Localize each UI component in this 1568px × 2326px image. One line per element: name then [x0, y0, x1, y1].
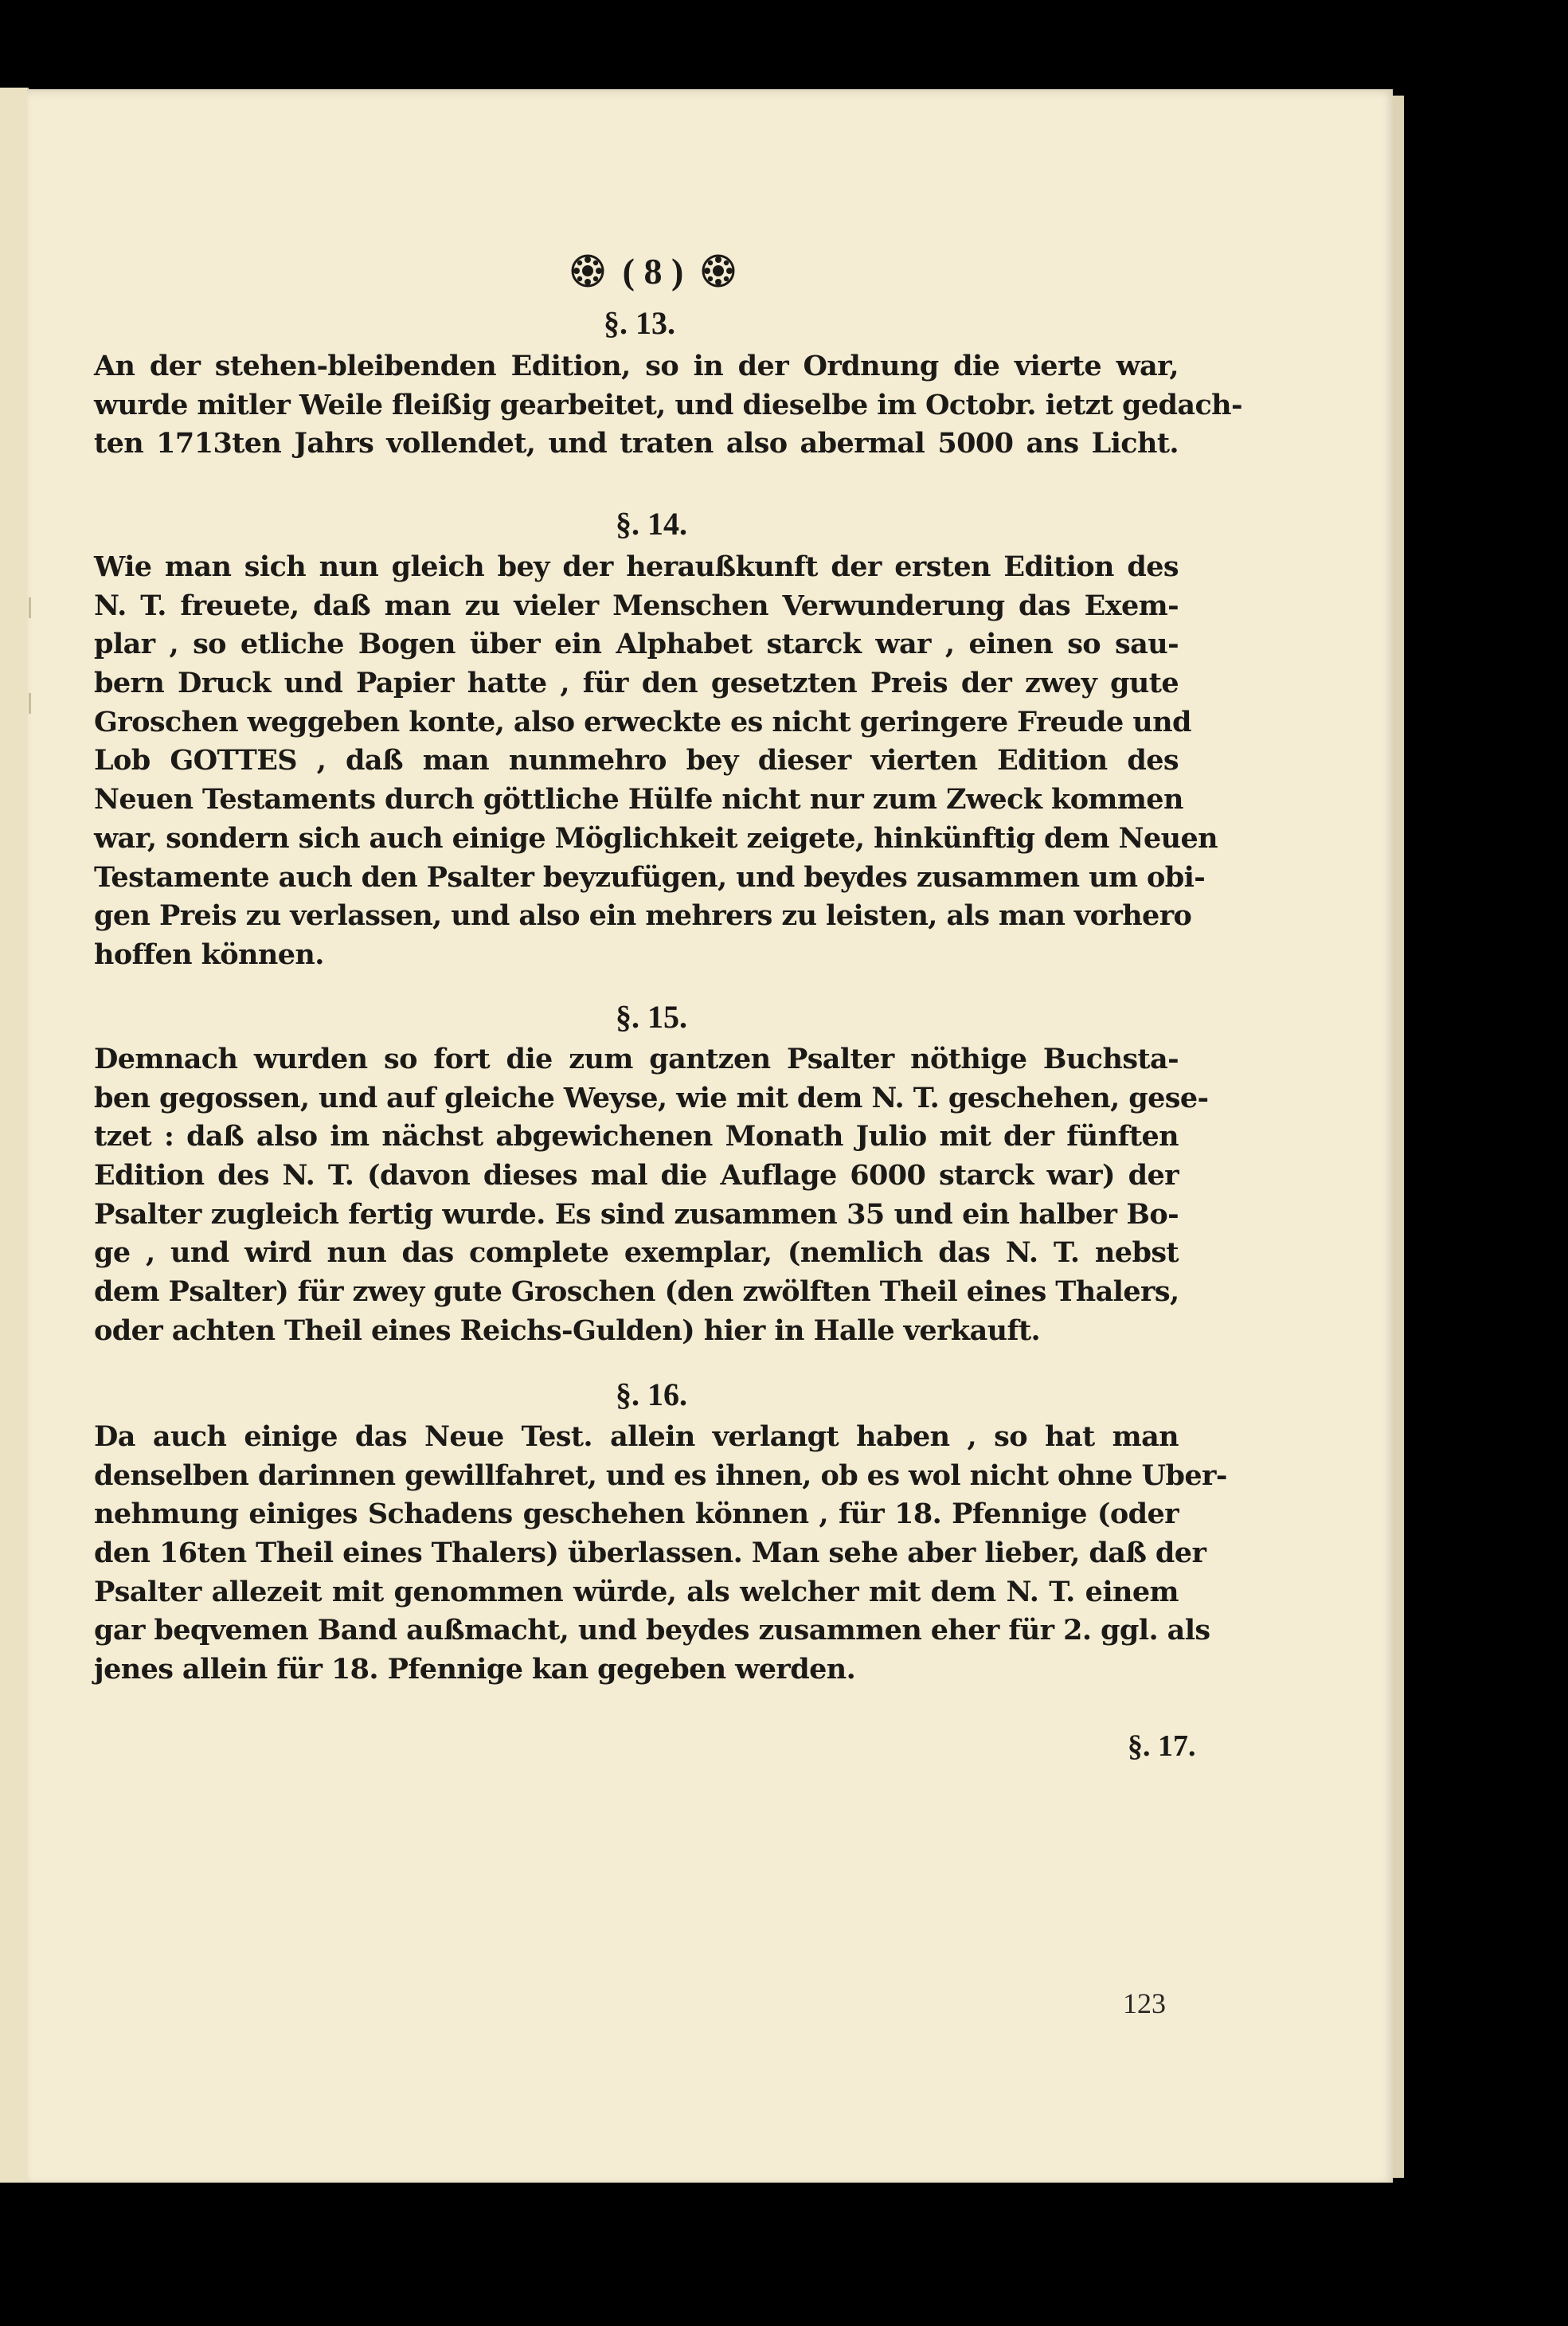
page-marker: ( 8 ): [622, 250, 684, 292]
rosette-icon: [701, 253, 736, 288]
text-line: An der stehen-bleibenden Edition, so in der Ordnung die vierte war,: [94, 350, 1179, 382]
text-line: gar beqvemen Band außmacht, und beydes zusammen eher für 2. ggl. als: [94, 1614, 1210, 1647]
text-line: plar , so etliche Bogen über ein Alphabet starck war , einen so sau-: [94, 628, 1179, 661]
catchword: §. 17.: [1128, 1729, 1196, 1763]
text-line: bern Druck und Papier hatte , für den gesetzten Preis der zwey gute: [94, 667, 1179, 700]
paragraph: [94, 548, 1218, 975]
paragraph: [94, 1418, 1227, 1690]
text-line: denselben darinnen gewillfahret, und es ihnen, ob es wol nicht ohne Uber-: [94, 1459, 1227, 1492]
margin-mark: [29, 597, 31, 618]
text-line: ben gegossen, und auf gleiche Weyse, wie mit dem N. T. geschehen, gese-: [94, 1081, 1209, 1114]
text-line: Lob GOTTES , daß man nunmehro bey dieser vierten Edition des: [94, 744, 1179, 777]
text-line: ten 1713ten Jahrs vollendet, und traten also abermal 5000 ans Licht.: [94, 427, 1179, 460]
section-heading: §. 16.: [616, 1376, 687, 1412]
text-line: war, sondern sich auch einige Möglichkeit zeigete, hinkünftig dem Neuen: [94, 821, 1218, 855]
section-heading: §. 15.: [616, 999, 687, 1035]
paragraph: [94, 347, 1242, 464]
text-line: nehmung einiges Schadens geschehen können , für 18. Pfennige (oder: [94, 1498, 1179, 1531]
text-line: jenes allein für 18. Pfennige kan gegeben werden.: [94, 1653, 856, 1686]
running-header: [494, 239, 812, 303]
text-line: Da auch einige das Neue Test. allein verlangt haben , so hat man: [94, 1420, 1179, 1453]
text-line: hoffen können.: [94, 938, 324, 971]
text-line: gen Preis zu verlassen, und also ein mehrers zu leisten, als man vorhero: [94, 899, 1192, 933]
text-line: Psalter allezeit mit genommen würde, als welcher mit dem N. T. einem: [94, 1575, 1179, 1608]
section-heading: §. 14.: [616, 506, 687, 542]
previous-page-edge: [0, 88, 29, 2183]
text-line: Psalter zugleich fertig wurde. Es sind zusammen 35 und ein halber Bo-: [94, 1197, 1179, 1231]
text-line: Neuen Testaments durch göttliche Hülfe nicht nur zum Zweck kommen: [94, 783, 1183, 816]
rosette-icon: [570, 253, 605, 288]
text-line: N. T. freuete, daß man zu vieler Menschen Verwunderung das Exem-: [94, 589, 1179, 622]
text-line: wurde mitler Weile fleißig gearbeitet, und dieselbe im Octobr. ietzt gedach-: [94, 388, 1242, 421]
page-stack-edge: [1393, 96, 1404, 2178]
text-line: ge , und wird nun das complete exemplar, (nemlich das N. T. nebst: [94, 1236, 1179, 1270]
text-line: Testamente auch den Psalter beyzufügen, und beydes zusammen um obi-: [94, 860, 1206, 894]
text-line: dem Psalter) für zwey gute Groschen (den zwölften Theil eines Thalers,: [94, 1275, 1179, 1309]
paragraph: [94, 1040, 1209, 1351]
text-line: den 16ten Theil eines Thalers) überlassen. Man sehe aber lieber, daß der: [94, 1537, 1206, 1570]
page-number: 123: [1123, 1987, 1166, 2019]
text-line: tzet : daß also im nächst abgewichenen Monath Julio mit der fünften: [94, 1120, 1179, 1153]
text-line: Wie man sich nun gleich bey der heraußkunft der ersten Edition des: [94, 550, 1179, 583]
text-line: Demnach wurden so fort die zum gantzen Psalter nöthige Buchsta-: [94, 1043, 1179, 1075]
text-line: Edition des N. T. (davon dieses mal die Auflage 6000 starck war) der: [94, 1159, 1179, 1192]
text-line: oder achten Theil eines Reichs-Gulden) hier in Halle verkauft.: [94, 1314, 1041, 1347]
section-heading: §. 13.: [604, 305, 675, 341]
margin-mark: [29, 693, 31, 714]
text-line: Groschen weggeben konte, also erweckte es nicht geringere Freude und: [94, 705, 1191, 738]
